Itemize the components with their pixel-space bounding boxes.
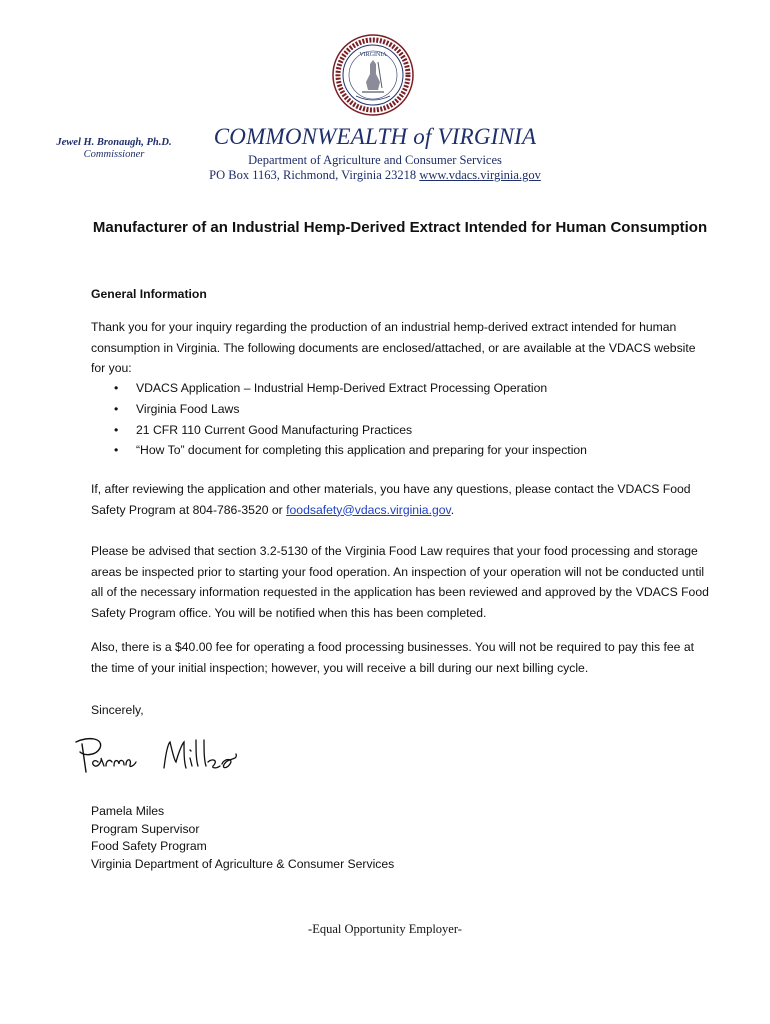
email-link[interactable]: foodsafety@vdacs.virginia.gov (286, 502, 451, 517)
signatory-department: Virginia Department of Agriculture & Consumer Services (91, 856, 395, 871)
fee-paragraph: Also, there is a $40.00 fee for operating a food processing businesses. You will not be required to pay this fee at the time of your initial inspection; however, you will receive a bill during our next billing cycle. (91, 640, 694, 675)
signatory-title: Program Supervisor (91, 821, 200, 836)
list-item-text: Virginia Food Laws (136, 401, 240, 416)
list-item (91, 378, 703, 399)
intro-paragraph: Thank you for your inquiry regarding the production of an industrial hemp-derived extract intended for human consumption in Virginia. The following documents are enclosed/attached, or are available at the VDACS website for you: (91, 320, 696, 375)
list-item-text: VDACS Application – Industrial Hemp-Derived Extract Processing Operation (136, 381, 548, 395)
virginia-seal-logo (332, 34, 414, 116)
address-line (110, 168, 640, 183)
contact-paragraph (91, 479, 703, 520)
signature-block (91, 803, 491, 873)
list-item (91, 440, 703, 461)
signatory-program: Food Safety Program (91, 839, 207, 853)
website-link[interactable]: www.vdacs.virginia.gov (419, 168, 541, 182)
bullet-icon: • (114, 381, 119, 395)
list-item (91, 399, 703, 420)
handwritten-signature (68, 732, 248, 780)
signatory-name: Pamela Miles (91, 804, 165, 818)
seal-label: VIRGINIA (359, 52, 387, 58)
list-item (91, 420, 703, 441)
list-item-text: “How To” document for completing this application and preparing for your inspection (136, 443, 587, 458)
bullet-icon: • (114, 401, 119, 416)
bullet-icon: • (114, 422, 119, 437)
commissioner-title: Commissioner (83, 149, 145, 160)
contact-text: If, after reviewing the application and other materials, you have any questions, please contact the VDACS Food Safety Program at 804-786-3520 or (91, 482, 691, 517)
department-name: Department of Agriculture and Consumer Services (248, 153, 502, 167)
document-title: Manufacturer of an Industrial Hemp-Derived Extract Intended for Human Consumption (92, 219, 708, 236)
bullet-icon: • (114, 443, 119, 458)
commissioner-name: Jewel H. Bronaugh, Ph.D. (56, 137, 172, 148)
document-list (91, 378, 703, 461)
closing: Sincerely, (91, 703, 144, 717)
org-name: COMMONWEALTH of VIRGINIA (213, 124, 537, 149)
contact-suffix: . (450, 502, 455, 517)
footer-text: -Equal Opportunity Employer- (308, 922, 462, 936)
section-heading: General Information (91, 287, 207, 301)
list-item-text: 21 CFR 110 Current Good Manufacturing Practices (136, 422, 413, 437)
address-text: PO Box 1163, Richmond, Virginia 23218 (209, 168, 417, 182)
inspection-paragraph: Please be advised that section 3.2-5130 of the Virginia Food Law requires that your food processing and storage areas be inspected prior to starting your food operation. An inspection of your operation will not be conducted until all of the necessary information requested in the application has been reviewed and approved by the VDACS Food Safety Program office. You will be notified when this has been completed. (91, 544, 709, 620)
